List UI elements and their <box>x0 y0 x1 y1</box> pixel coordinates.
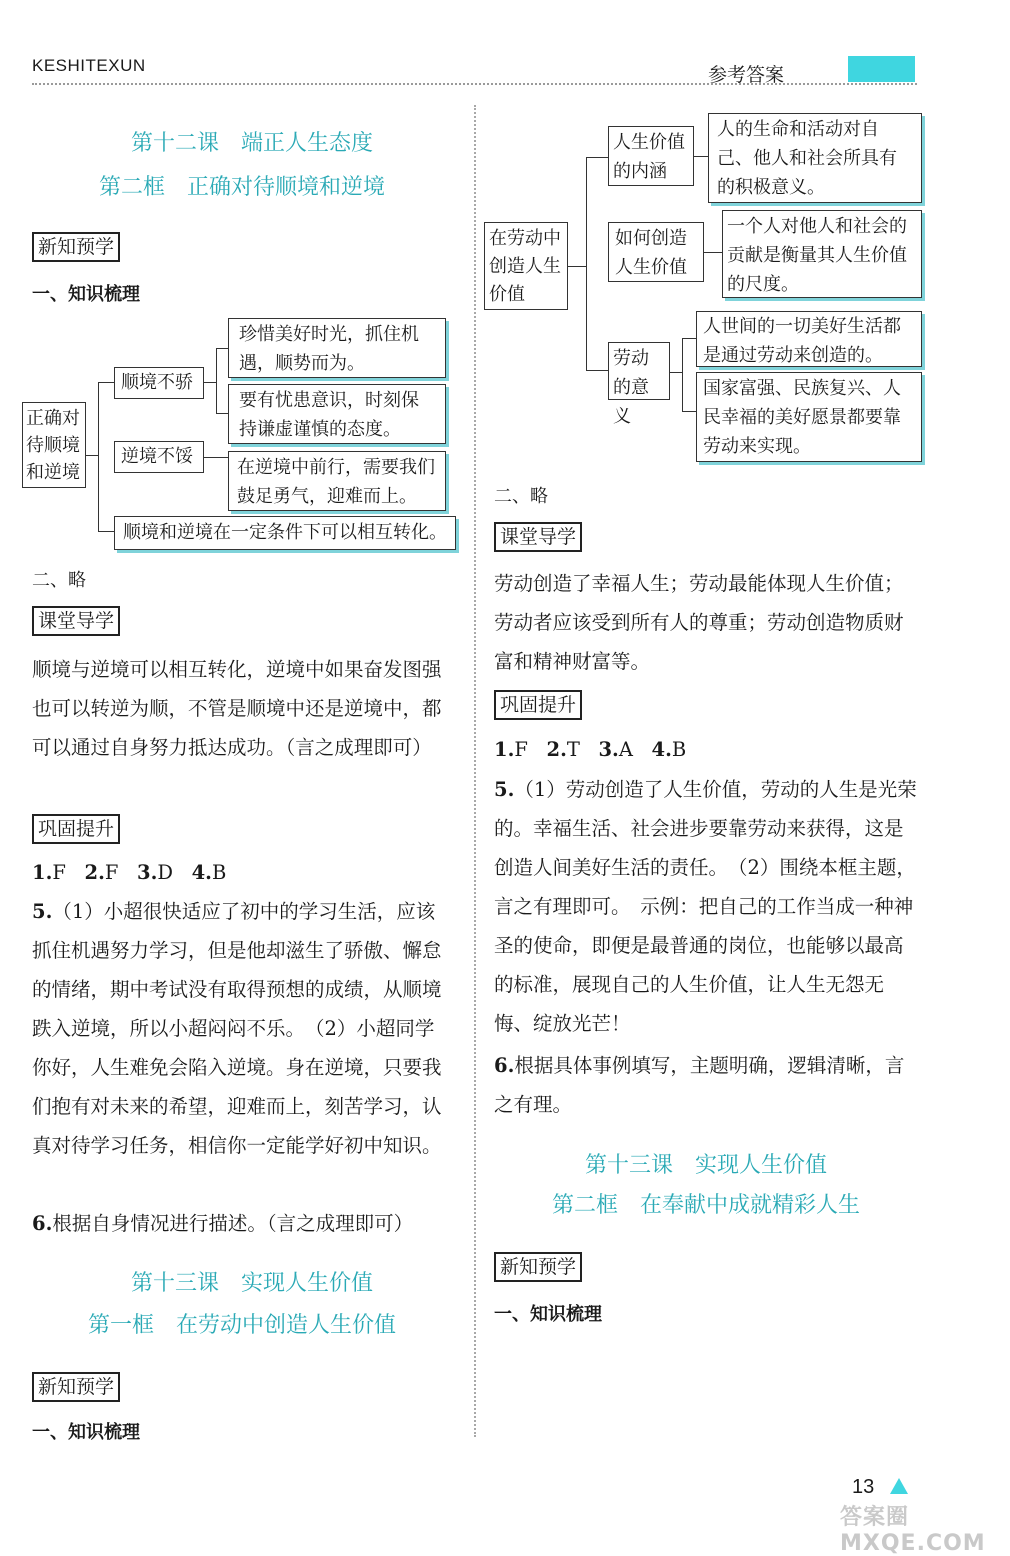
class-guide-text: 顺境与逆境可以相互转化，逆境中如果奋发图强也可以转逆为顺，不管是顺境中还是逆境中，都可以通过自身努力抵达成功。（言之成理即可） <box>32 658 442 759</box>
frame-13-2-title: 第二框 在奉献中成就精彩人生 <box>551 1193 860 1218</box>
map-item: 一个人对他人和社会的贡献是衡量其人生价值的尺度。 <box>722 210 922 298</box>
header-accent-block <box>848 56 915 82</box>
section-heading-preview: 新知预学 <box>494 1252 582 1282</box>
question-number: 6. <box>494 1054 515 1077</box>
header-divider <box>32 83 917 85</box>
question-text: 根据自身情况进行描述。（言之成理即可） <box>52 1212 414 1235</box>
section-heading-consolidate: 巩固提升 <box>494 690 582 720</box>
frame-13-1-title: 第一框 在劳动中创造人生价值 <box>87 1313 396 1338</box>
question-6-answer <box>32 1204 452 1243</box>
answer-value: F <box>104 861 119 884</box>
map-branch-meaning: 人生价值的内涵 <box>608 126 694 186</box>
question-number: 6. <box>32 1212 53 1235</box>
map-root-box: 在劳动中创造人生价值 <box>484 222 568 310</box>
map-item: 国家富强、民族复兴、人民幸福的美好愿景都要靠劳动来实现。 <box>696 372 922 462</box>
map-connector <box>586 157 609 371</box>
map-item: 要有忧患意识，时刻保持谦虚谨慎的态度。 <box>228 384 446 444</box>
answer-value: B <box>211 861 227 884</box>
section-heading-class: 课堂导学 <box>494 522 582 552</box>
section-heading-consolidate: 巩固提升 <box>32 814 120 844</box>
map-branch-how: 如何创造人生价值 <box>608 222 704 282</box>
column-divider <box>474 105 476 1437</box>
answer-value: B <box>671 738 687 761</box>
answer-value: A <box>618 738 633 761</box>
sub-heading-sort: 一、知识梳理 <box>32 1422 140 1443</box>
answer-row <box>494 730 918 769</box>
page-marker-triangle <box>890 1478 908 1494</box>
answer-number: 2. <box>546 738 567 761</box>
answer-row <box>32 853 452 892</box>
map-item: 在逆境中前行，需要我们鼓足勇气，迎难而上。 <box>228 451 446 511</box>
question-number: 5. <box>494 778 515 801</box>
answer-number: 4. <box>651 738 672 761</box>
map-branch-adverse: 逆境不馁 <box>114 441 204 473</box>
map-item: 珍惜美好时光，抓住机遇，顺势而为。 <box>228 318 446 378</box>
answer-number: 1. <box>494 738 515 761</box>
map-connector <box>670 372 682 373</box>
page-number: 13 <box>852 1476 875 1498</box>
part-two: 二、略 <box>32 570 86 591</box>
map-connector <box>86 455 98 456</box>
question-number: 5. <box>32 900 53 923</box>
answer-value: F <box>514 738 528 761</box>
question-text: （1）小超很快适应了初中的学习生活，应该抓住机遇努力学习，但是他却滋生了骄傲、懈怠的情绪，期中考试没有取得预想的成绩，从顺境跌入逆境，所以小超闷闷不乐。 （2）小超同学你好，人生难免会陷入逆境。身在逆境，只要我们抱有对未来的希望，迎难而上，刻苦学习，认真对待学习任务，相信你一定能学好初中知识。 <box>32 900 442 1157</box>
map-connector <box>682 338 697 412</box>
map-connector <box>704 252 722 253</box>
answer-number: 3. <box>598 738 619 761</box>
map-connector <box>568 266 586 267</box>
brand-name: KESHITEXUN <box>32 56 146 75</box>
question-5-answer <box>32 892 452 1165</box>
answer-number: 2. <box>84 861 105 884</box>
sub-heading-sort: 一、知识梳理 <box>494 1304 602 1325</box>
answer-value: D <box>157 861 173 884</box>
lesson-13-title: 第十三课 实现人生价值 <box>584 1153 827 1178</box>
section-heading-preview: 新知预学 <box>32 1372 120 1402</box>
answer-value: F <box>52 861 66 884</box>
lesson-13-title: 第十三课 实现人生价值 <box>130 1271 373 1296</box>
map-item: 人的生命和活动对自己、他人和社会所具有的积极意义。 <box>708 113 922 203</box>
map-branch-favorable: 顺境不骄 <box>114 367 204 399</box>
sub-heading-sort: 一、知识梳理 <box>32 284 140 305</box>
question-5-answer <box>494 770 918 1043</box>
question-6-answer <box>494 1046 918 1124</box>
answer-number: 3. <box>137 861 158 884</box>
question-text: （1）劳动创造了人生价值，劳动的人生是光荣的。幸福生活、社会进步要靠劳动来获得，这是创造人间美好生活的责任。 （2）围绕本框主题，言之有理即可。 示例：把自己的工作当成一种神圣的使命，即便是最普通的岗位，也能够以最高的标准，展现自己的人生价值，让人生无怨无悔、绽放光芒！ <box>494 778 917 1035</box>
map-root-box: 正确对待顺境和逆境 <box>22 402 86 488</box>
frame-title: 第二框 正确对待顺境和逆境 <box>98 175 385 200</box>
section-title: 参考答案 <box>708 64 785 86</box>
map-connector <box>694 156 708 157</box>
class-guide-text: 劳动创造了幸福人生；劳动最能体现人生价值；劳动者应该受到所有人的尊重；劳动创造物质财富和精神财富等。 <box>494 572 904 673</box>
question-text: 根据具体事例填写，主题明确，逻辑清晰，言之有理。 <box>494 1054 905 1116</box>
map-connector <box>204 382 216 383</box>
section-heading-class: 课堂导学 <box>32 606 120 636</box>
map-item: 人世间的一切美好生活都是通过劳动来创造的。 <box>696 311 922 367</box>
section-heading-preview: 新知预学 <box>32 232 120 262</box>
answer-number: 4. <box>191 861 212 884</box>
map-connector <box>204 457 228 458</box>
map-connector <box>98 382 115 532</box>
map-branch-transform: 顺境和逆境在一定条件下可以相互转化。 <box>114 516 456 550</box>
watermark-logo: 答案圈 MXQE.COM <box>840 1505 986 1556</box>
answer-value: T <box>566 738 580 761</box>
part-two: 二、略 <box>494 486 548 507</box>
answer-number: 1. <box>32 861 53 884</box>
map-branch-significance: 劳动的意义 <box>608 342 670 400</box>
lesson-title: 第十二课 端正人生态度 <box>130 131 373 156</box>
